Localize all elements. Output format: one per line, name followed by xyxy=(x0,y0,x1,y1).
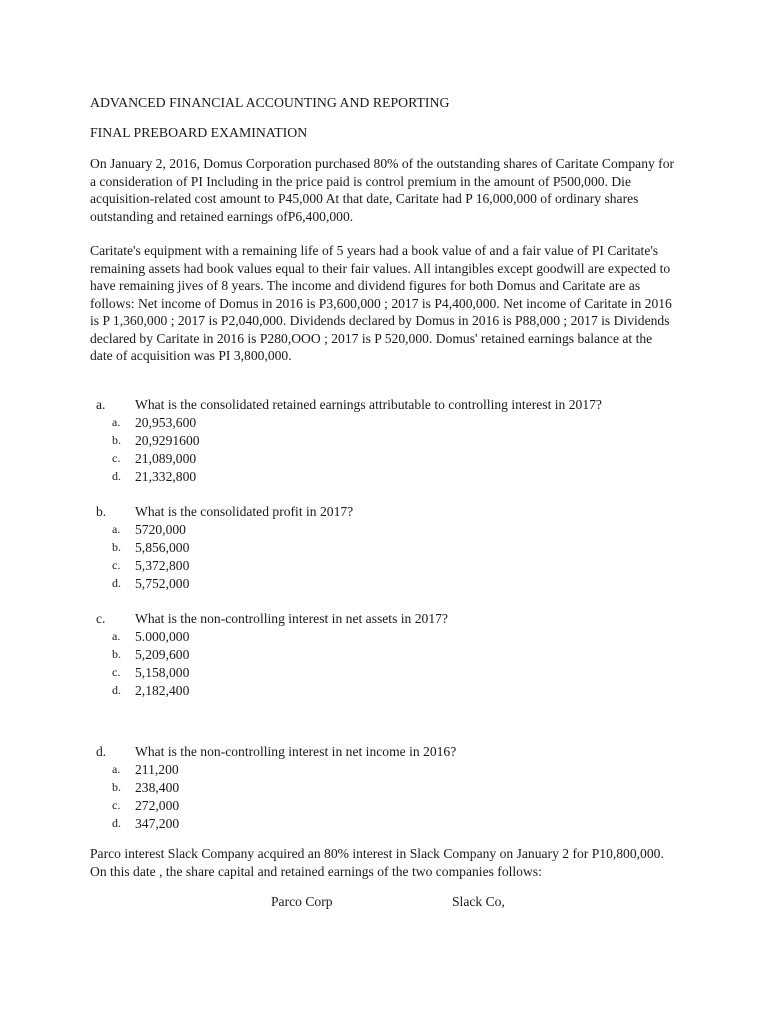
option-letter: d. xyxy=(112,682,121,697)
option-letter: c. xyxy=(112,797,121,812)
option-value: 20,9291600 xyxy=(135,432,200,448)
option-value: 21,332,800 xyxy=(135,468,197,484)
option-value: 272,000 xyxy=(135,797,180,813)
column-header-parco: Parco Corp xyxy=(271,894,333,909)
option-letter: b. xyxy=(112,432,121,447)
option-letter: a. xyxy=(112,415,121,429)
option-letter: b. xyxy=(112,779,121,794)
question-text: What is the consolidated retained earnings attributable to controlling interest in 2017? xyxy=(135,397,602,412)
option-letter: c. xyxy=(112,450,121,465)
question-text: What is the consolidated profit in 2017? xyxy=(135,504,354,519)
option-letter: a. xyxy=(112,629,121,643)
option-value: 5,752,000 xyxy=(135,575,190,591)
paragraph-acquisition: On January 2, 2016, Domus Corporation purchased 80% of the outstanding shares of Caritate Company for a consideration of PI Including in the price paid is control premium in the amount of P500,000. Die acquisition-related cost amount to P45,000 At that date, Caritate had P 16,000,000 of ordinary shares outstanding and retained earnings ofP6,400,000. xyxy=(90,156,675,224)
option-value: 238,400 xyxy=(135,779,180,795)
option-value: 5,856,000 xyxy=(135,539,190,555)
option-letter: d. xyxy=(112,815,121,830)
option-value: 21,089,000 xyxy=(135,450,197,466)
column-header-slack: Slack Co, xyxy=(452,894,505,909)
option-letter: a. xyxy=(112,762,121,776)
option-value: 2,182,400 xyxy=(135,682,190,698)
question-letter: d. xyxy=(96,744,107,759)
option-value: 20,953,600 xyxy=(135,415,197,430)
option-value: 5,372,800 xyxy=(135,557,190,573)
option-letter: c. xyxy=(112,557,121,572)
option-letter: a. xyxy=(112,522,121,536)
paragraph-figures: Caritate's equipment with a remaining life of 5 years had a book value of and a fair value of PI Caritate's remaining assets had book values equal to their fair values. All intangibles except goodwill are expected to have remaining jives of 8 years. The income and dividend figures for both Domus and Caritate are as follows: Net income of Domus in 2016 is P3,600,000 ; 2017 is P4,400,000. Net income of Caritate in 2016 is P 1,360,000 ; 2017 is P2,040,000. Dividends declared by Domus in 2016 is P88,000 ; 2017 is Dividends declared by Caritate in 2016 is P280,OOO ; 2017 is P 520,000. Domus' retained earnings balance at the date of acquisition was PI 3,800,000. xyxy=(90,243,672,363)
question-letter: b. xyxy=(96,504,107,519)
option-letter: b. xyxy=(112,539,121,554)
option-letter: d. xyxy=(112,468,121,483)
option-value: 5,158,000 xyxy=(135,664,190,680)
option-letter: d. xyxy=(112,575,121,590)
option-letter: c. xyxy=(112,664,121,679)
option-value: 5.000,000 xyxy=(135,629,190,644)
option-value: 5720,000 xyxy=(135,522,186,537)
question-letter: a. xyxy=(96,397,106,412)
question-letter: c. xyxy=(96,611,106,626)
option-value: 211,200 xyxy=(135,762,179,777)
option-value: 347,200 xyxy=(135,815,180,831)
option-value: 5,209,600 xyxy=(135,646,190,662)
course-title: ADVANCED FINANCIAL ACCOUNTING AND REPORTING xyxy=(90,95,450,110)
option-letter: b. xyxy=(112,646,121,661)
exam-title: FINAL PREBOARD EXAMINATION xyxy=(90,125,308,140)
question-text: What is the non-controlling interest in net income in 2016? xyxy=(135,744,457,759)
question-text: What is the non-controlling interest in net assets in 2017? xyxy=(135,611,448,626)
paragraph-parco: Parco interest Slack Company acquired an 80% interest in Slack Company on January 2 for P10,800,000. On this date , the share capital and retained earnings of the two companies follows: xyxy=(90,846,664,879)
